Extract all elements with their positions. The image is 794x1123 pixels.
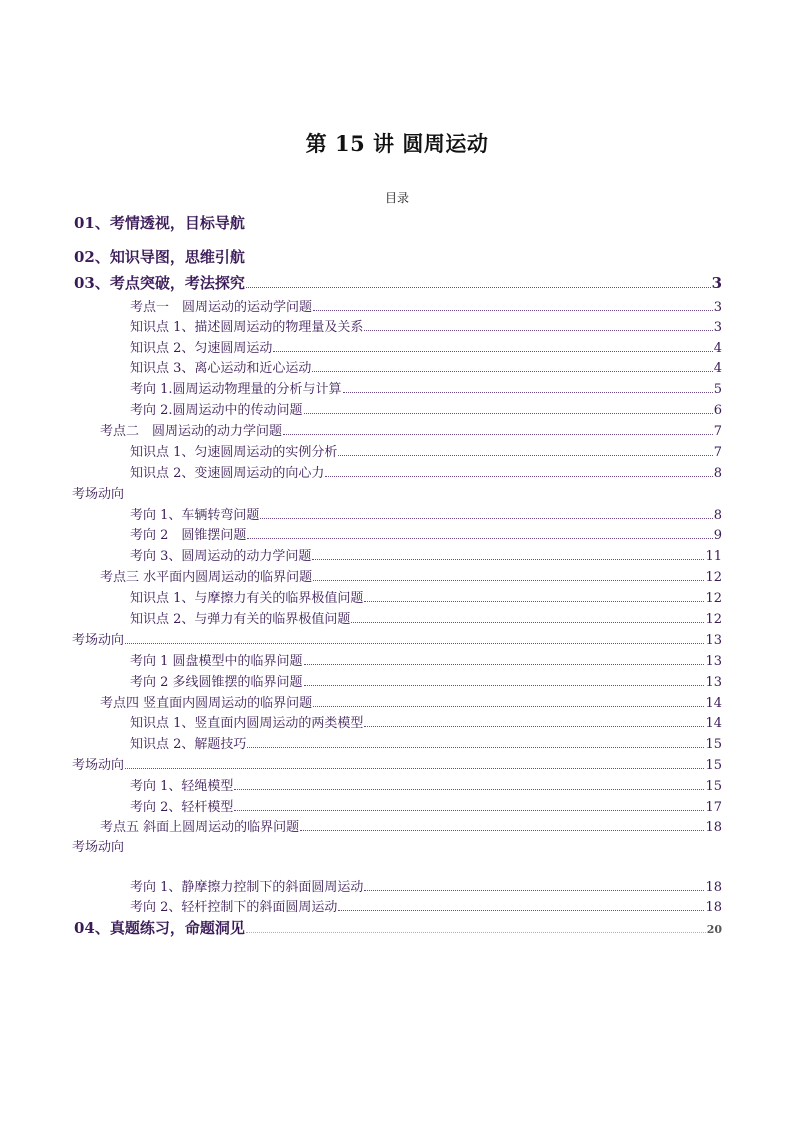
toc-entry[interactable] xyxy=(72,629,722,648)
toc-entry-title: 考场动向 xyxy=(72,487,125,502)
toc-leader-dots xyxy=(364,600,704,602)
toc-entry[interactable] xyxy=(130,733,722,752)
toc-entry-title: 考向 1 圆盘模型中的临界问题 xyxy=(130,654,303,669)
toc-entry-title: 知识点 1、匀速圆周运动的实例分析 xyxy=(130,445,338,460)
toc-page-number: 12 xyxy=(705,591,722,606)
toc-leader-dots xyxy=(312,370,712,372)
toc-page-number: 8 xyxy=(713,508,722,523)
toc-entry-title: 知识点 1、与摩擦力有关的临界极值问题 xyxy=(130,591,364,606)
toc-entry-title: 知识点 1、描述圆周运动的物理量及关系 xyxy=(130,320,364,335)
toc-entry-title: 知识点 2、与弹力有关的临界极值问题 xyxy=(130,612,351,627)
toc-leader-dots xyxy=(338,454,712,456)
toc-entry-title: 02、知识导图，思维引航 xyxy=(74,248,245,266)
toc-leader-dots xyxy=(300,829,704,831)
toc-page-number: 12 xyxy=(705,570,722,585)
toc-leader-dots xyxy=(247,537,712,539)
toc-entry-title: 考向 1、车辆转弯问题 xyxy=(130,508,260,523)
toc-entry-title: 考点一 圆周运动的运动学问题 xyxy=(130,300,313,315)
toc-leader-dots xyxy=(125,767,704,769)
toc-leader-dots xyxy=(313,705,704,707)
toc-page-number: 12 xyxy=(705,612,722,627)
toc-entry[interactable] xyxy=(100,566,722,585)
toc-leader-dots xyxy=(246,931,706,933)
toc-entry-title: 知识点 2、匀速圆周运动 xyxy=(130,341,273,356)
toc-entry[interactable] xyxy=(130,775,722,794)
toc-entry-title: 01、考情透视，目标导航 xyxy=(74,214,245,232)
toc-leader-dots xyxy=(234,809,704,811)
toc-leader-dots xyxy=(283,433,713,435)
toc-page-number: 13 xyxy=(705,675,722,690)
toc-leader-dots xyxy=(125,642,704,644)
toc-entry[interactable] xyxy=(130,462,722,481)
toc-page-number: 18 xyxy=(705,900,722,915)
toc-leader-dots xyxy=(125,497,721,498)
toc-entry[interactable] xyxy=(130,796,722,815)
toc-entry-title: 考向 2、轻杆控制下的斜面圆周运动 xyxy=(130,900,338,915)
toc-entry-title: 考点四 竖直面内圆周运动的临界问题 xyxy=(100,696,313,711)
toc-page-number: 15 xyxy=(705,758,722,773)
toc-entry-title: 知识点 2、变速圆周运动的向心力 xyxy=(130,466,325,481)
toc-entry-title: 考场动向 xyxy=(72,633,125,648)
toc-page-number: 13 xyxy=(705,654,722,669)
toc-page-number: 3 xyxy=(713,320,722,335)
toc-entry-title: 考场动向 xyxy=(72,840,125,855)
toc-page-number: 15 xyxy=(705,737,722,752)
toc-entry-title: 考点五 斜面上圆周运动的临界问题 xyxy=(100,820,300,835)
toc-entry[interactable] xyxy=(130,357,722,376)
toc-entry-title: 考向 2.圆周运动中的传动问题 xyxy=(130,403,303,418)
toc-entry[interactable] xyxy=(130,504,722,523)
toc-entry[interactable] xyxy=(130,441,722,460)
toc-page-number: 8 xyxy=(713,466,722,481)
toc-entry[interactable] xyxy=(100,692,722,711)
toc-leader-dots xyxy=(338,909,704,911)
toc-entry[interactable] xyxy=(130,545,722,564)
toc-entry[interactable] xyxy=(74,246,722,267)
toc-entry[interactable] xyxy=(130,524,722,543)
toc-entry-title: 考点二 圆周运动的动力学问题 xyxy=(100,424,283,439)
toc-entry-title: 考向 2、轻杆模型 xyxy=(130,800,234,815)
toc-entry-title: 知识点 2、解题技巧 xyxy=(130,737,247,752)
toc-entry-title: 考点三 水平面内圆周运动的临界问题 xyxy=(100,570,313,585)
toc-leader-dots xyxy=(351,621,704,623)
toc-leader-dots xyxy=(246,227,721,228)
toc-entry-title: 考向 2 多线圆锥摆的临界问题 xyxy=(130,675,303,690)
toc-leader-dots xyxy=(247,746,704,748)
toc-entry-title: 考向 1.圆周运动物理量的分析与计算 xyxy=(130,382,342,397)
toc-leader-dots xyxy=(246,261,721,262)
toc-entry[interactable] xyxy=(72,483,722,502)
toc-leader-dots xyxy=(304,663,705,665)
toc-entry[interactable] xyxy=(74,917,722,938)
toc-leader-dots xyxy=(313,309,713,311)
toc-entry[interactable] xyxy=(100,816,722,835)
toc-page-number: 11 xyxy=(705,549,722,564)
toc-entry[interactable] xyxy=(130,587,722,606)
toc-entry-title: 考场动向 xyxy=(72,758,125,773)
toc-leader-dots xyxy=(364,889,704,891)
toc-leader-dots xyxy=(304,412,713,414)
toc-entry-title: 考向 1、轻绳模型 xyxy=(130,779,234,794)
toc-page-number: 4 xyxy=(713,361,722,376)
toc-page-number: 7 xyxy=(713,424,722,439)
toc-entry-title: 考向 2 圆锥摆问题 xyxy=(130,528,247,543)
toc-entry[interactable] xyxy=(130,650,722,669)
toc-entry-title: 知识点 3、离心运动和近心运动 xyxy=(130,361,312,376)
toc-page-number: 7 xyxy=(713,445,722,460)
toc-entry[interactable] xyxy=(130,337,722,356)
toc-entry[interactable] xyxy=(74,272,722,293)
toc-entry-title: 知识点 1、竖直面内圆周运动的两类模型 xyxy=(130,716,364,731)
toc-entry-title: 考向 3、圆周运动的动力学问题 xyxy=(130,549,312,564)
toc-entry[interactable] xyxy=(72,754,722,773)
toc-page-number: 3 xyxy=(711,274,722,292)
toc-leader-dots xyxy=(304,684,705,686)
toc-leader-dots xyxy=(343,391,713,393)
toc-entry[interactable] xyxy=(130,608,722,627)
toc-entry[interactable] xyxy=(130,296,722,315)
toc-entry[interactable] xyxy=(130,671,722,690)
toc-page-number: 3 xyxy=(713,300,722,315)
toc-page-number: 14 xyxy=(705,716,722,731)
toc-leader-dots xyxy=(312,558,704,560)
toc-heading: 目录 xyxy=(384,191,409,205)
toc-page-number: 13 xyxy=(705,633,722,648)
toc-leader-dots xyxy=(364,329,712,331)
toc-entry[interactable] xyxy=(130,876,722,895)
toc-leader-dots xyxy=(364,725,704,727)
toc-entry[interactable] xyxy=(100,420,722,439)
toc-entry[interactable] xyxy=(130,378,722,397)
toc-page-number: 4 xyxy=(713,341,722,356)
toc-page-number: 9 xyxy=(713,528,722,543)
toc-entry-title: 04、真题练习，命题洞见 xyxy=(74,919,245,937)
toc-entry[interactable] xyxy=(74,212,722,233)
toc-page-number: 20 xyxy=(706,923,722,936)
toc-entry[interactable] xyxy=(130,316,722,335)
toc-page-number: 6 xyxy=(713,403,722,418)
toc-entry-title: 03、考点突破，考法探究 xyxy=(74,274,245,292)
toc-leader-dots xyxy=(313,579,704,581)
toc-entry[interactable] xyxy=(130,712,722,731)
document-title: 第 15 讲 圆周运动 xyxy=(305,131,489,156)
toc-leader-dots xyxy=(273,350,712,352)
toc-page-number: 17 xyxy=(705,800,722,815)
toc-page-number: 14 xyxy=(705,696,722,711)
toc-entry[interactable] xyxy=(130,399,722,418)
toc-leader-dots xyxy=(246,286,711,288)
toc-page-number: 5 xyxy=(713,382,722,397)
toc-leader-dots xyxy=(234,788,704,790)
toc-leader-dots xyxy=(125,850,721,851)
toc-leader-dots xyxy=(325,475,712,477)
toc-entry[interactable] xyxy=(130,896,722,915)
toc-page-number: 18 xyxy=(705,880,722,895)
toc-page-number: 15 xyxy=(705,779,722,794)
toc-entry-title: 考向 1、静摩擦力控制下的斜面圆周运动 xyxy=(130,880,364,895)
toc-page-number: 18 xyxy=(705,820,722,835)
toc-leader-dots xyxy=(260,517,712,519)
toc-entry[interactable] xyxy=(72,836,722,855)
